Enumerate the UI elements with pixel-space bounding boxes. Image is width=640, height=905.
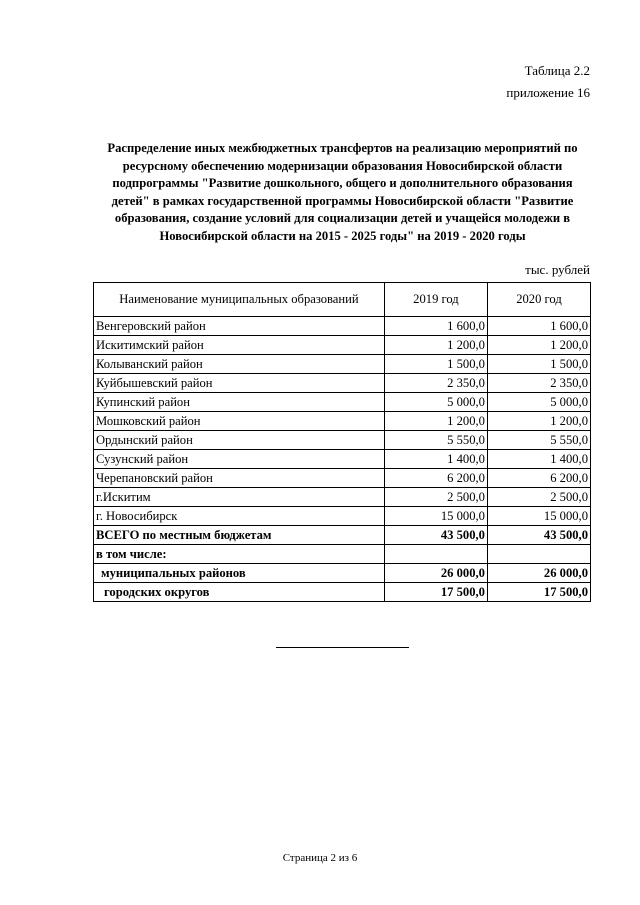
total-2019: 43 500,0: [384, 526, 487, 545]
total-label: ВСЕГО по местным бюджетам: [94, 526, 385, 545]
row-name: Купинский район: [94, 393, 385, 412]
row-name: г.Искитим: [94, 488, 385, 507]
row-2020: 5 550,0: [487, 431, 590, 450]
title-line: детей" в рамках государственной программы Новосибирской области "Развитие: [111, 193, 574, 208]
page-number: Страница 2 из 6: [282, 852, 358, 864]
row-name: Искитимский район: [94, 336, 385, 355]
title-line: Новосибирской области на 2015 - 2025 годы" на 2019 - 2020 годы: [159, 228, 526, 243]
table-row: [94, 374, 591, 393]
table-row: [94, 431, 591, 450]
row-2020: 1 600,0: [487, 317, 590, 336]
row-2020: 2 500,0: [487, 488, 590, 507]
row-2020: 1 200,0: [487, 412, 590, 431]
row-2019: 6 200,0: [384, 469, 487, 488]
row-2020: 1 500,0: [487, 355, 590, 374]
municipal-row: [94, 564, 591, 583]
row-2019: 2 350,0: [384, 374, 487, 393]
table-reference: Таблица 2.2: [524, 63, 590, 78]
including-label: в том числе:: [94, 545, 385, 564]
including-2019: [384, 545, 487, 564]
row-name: Мошковский район: [94, 412, 385, 431]
table-row: [94, 469, 591, 488]
units-label: тыс. рублей: [525, 262, 590, 277]
table-row: [94, 393, 591, 412]
total-row: [94, 526, 591, 545]
title-line: образования, создание условий для социализации детей и учащейся молодежи в: [114, 211, 571, 226]
table-row: [94, 317, 591, 336]
separator-line: [276, 647, 409, 648]
including-row: [94, 545, 591, 564]
column-header-2019: 2019 год: [384, 283, 487, 317]
row-2019: 1 200,0: [384, 336, 487, 355]
document-title: [95, 140, 590, 246]
urban-row: [94, 583, 591, 602]
appendix-label: приложение 16: [506, 85, 590, 100]
row-2019: 1 400,0: [384, 450, 487, 469]
row-name: Венгеровский район: [94, 317, 385, 336]
table-header-row: [94, 283, 591, 317]
row-2020: 6 200,0: [487, 469, 590, 488]
urban-label: городских округов: [94, 583, 385, 602]
title-line: подпрограммы "Развитие дошкольного, общего и дополнительного образования: [112, 176, 573, 191]
row-name: Ордынский район: [94, 431, 385, 450]
urban-2019: 17 500,0: [384, 583, 487, 602]
municipal-label: муниципальных районов: [94, 564, 385, 583]
table-row: [94, 488, 591, 507]
row-name: г. Новосибирск: [94, 507, 385, 526]
row-name: Сузунский район: [94, 450, 385, 469]
row-2019: 1 500,0: [384, 355, 487, 374]
table-row: [94, 336, 591, 355]
column-header-name: Наименование муниципальных образований: [94, 283, 385, 317]
transfers-table: [93, 282, 591, 602]
row-name: Черепановский район: [94, 469, 385, 488]
row-name: Колыванский район: [94, 355, 385, 374]
row-2019: 5 000,0: [384, 393, 487, 412]
row-2020: 1 400,0: [487, 450, 590, 469]
table-row: [94, 355, 591, 374]
row-2019: 5 550,0: [384, 431, 487, 450]
including-2020: [487, 545, 590, 564]
urban-2020: 17 500,0: [487, 583, 590, 602]
row-2019: 2 500,0: [384, 488, 487, 507]
table-body: [94, 317, 591, 602]
title-line: ресурсному обеспечению модернизации образования Новосибирской области: [122, 158, 563, 173]
title-line: Распределение иных межбюджетных трансфертов на реализацию мероприятий по: [107, 141, 578, 155]
row-2019: 1 200,0: [384, 412, 487, 431]
municipal-2019: 26 000,0: [384, 564, 487, 583]
row-2020: 2 350,0: [487, 374, 590, 393]
municipal-2020: 26 000,0: [487, 564, 590, 583]
total-2020: 43 500,0: [487, 526, 590, 545]
row-2020: 1 200,0: [487, 336, 590, 355]
row-name: Куйбышевский район: [94, 374, 385, 393]
column-header-2020: 2020 год: [487, 283, 590, 317]
row-2019: 1 600,0: [384, 317, 487, 336]
table-row: [94, 507, 591, 526]
row-2020: 5 000,0: [487, 393, 590, 412]
row-2020: 15 000,0: [487, 507, 590, 526]
table-row: [94, 450, 591, 469]
table-row: [94, 412, 591, 431]
row-2019: 15 000,0: [384, 507, 487, 526]
